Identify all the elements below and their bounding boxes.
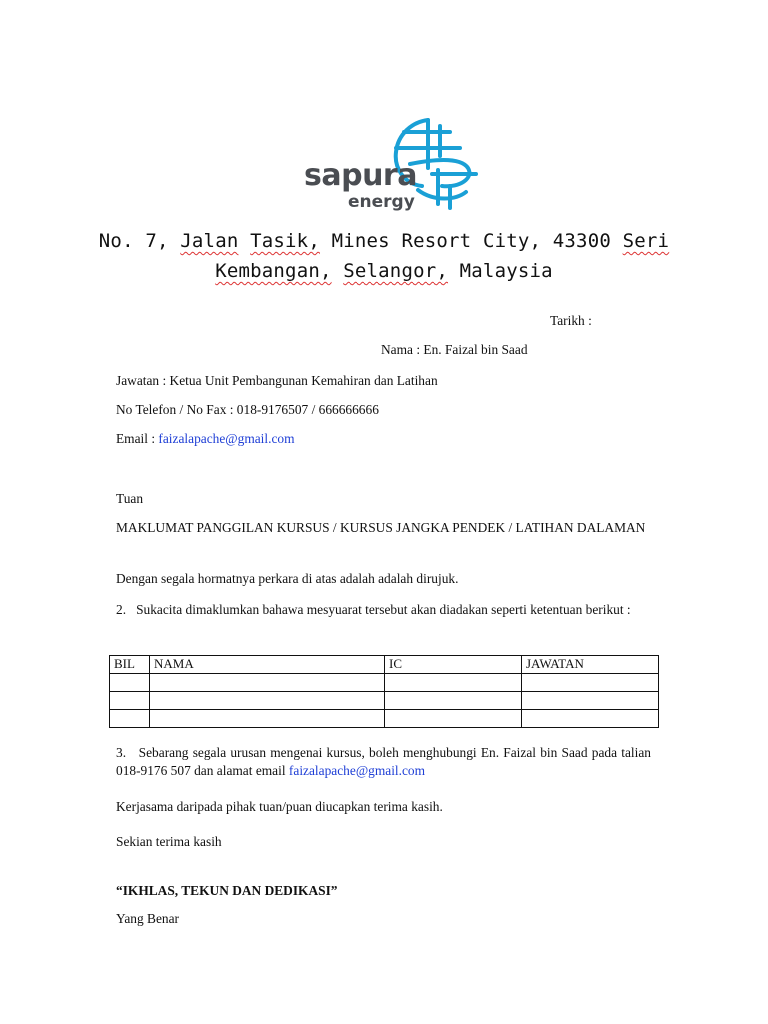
address-word: Selangor, [343,260,449,282]
thanks-line: Kerjasama daripada pihak tuan/puan diucapkan terima kasih. [116,799,443,814]
table-header-bil: BIL [110,656,150,674]
jawatan-line: Jawatan : Ketua Unit Pembangunan Kemahiran dan Latihan [116,373,438,388]
address-word: 43300 [552,230,611,252]
address-word: Seri [622,230,670,252]
telefon-line: No Telefon / No Fax : 018-9176507 / 666666666 [116,402,379,417]
table-header-ic: IC [385,656,522,674]
address-word: Tasik, [250,230,320,252]
address-word: Resort [401,230,472,252]
address-line-1 [0,230,768,252]
participants-table [109,655,659,728]
address-word: 7, [145,230,169,252]
table-header-jawatan: JAWATAN [522,656,659,674]
email-label: Email : [116,431,159,446]
address-word: Malaysia [459,260,553,282]
tarikh-label: Tarikh : [550,313,592,328]
address-word: City, [482,230,542,252]
logo-word-energy: energy [348,192,415,212]
paragraph-2: 2. Sukacita dimaklumkan bahawa mesyuarat tersebut akan diadakan seperti ketentuan berikut : [116,602,631,617]
sapura-energy-logo [300,112,480,216]
address-word: Jalan [180,230,239,252]
motto: “IKHLAS, TEKUN DAN DEDIKASI” [116,883,338,898]
table-header-row [110,656,659,674]
table-row [110,692,659,710]
paragraph-1: Dengan segala hormatnya perkara di atas adalah adalah dirujuk. [116,571,459,586]
paragraph-3 [116,744,651,780]
salutation: Tuan [116,491,144,506]
address-word: Mines [331,230,390,252]
address-line-2 [0,260,768,282]
paragraph-3-email-link[interactable]: faizalapache@gmail.com [288,763,426,778]
table-row [110,674,659,692]
paragraph-3-text: 3. Sebarang segala urusan mengenai kursus, boleh menghubungi En. Faizal bin Saad pada talian 018-9176 507 dan alamat email [116,745,651,778]
sign-off: Yang Benar [116,911,179,926]
table-header-nama: NAMA [150,656,385,674]
table-row [110,710,659,728]
closing-line: Sekian terima kasih [116,834,222,849]
address-word: No. [98,230,134,252]
nama-line: Nama : En. Faizal bin Saad [381,342,528,357]
email-line [116,430,295,448]
email-link[interactable]: faizalapache@gmail.com [158,431,295,446]
logo-word-sapura: sapura [304,158,417,193]
subject-heading: MAKLUMAT PANGGILAN KURSUS / KURSUS JANGKA PENDEK / LATIHAN DALAMAN [116,520,646,535]
address-word: Kembangan, [215,260,332,282]
